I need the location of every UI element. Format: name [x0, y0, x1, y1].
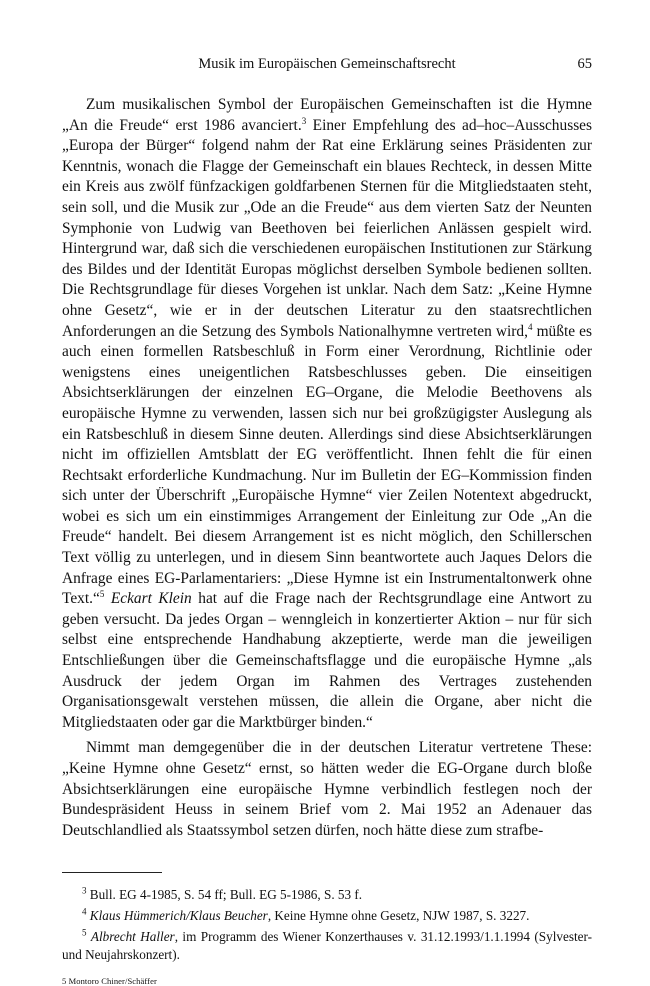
page [62, 56, 592, 986]
footnote-4 [62, 907, 592, 926]
footnote-text: Bull. EG 4-1985, S. 54 ff; Bull. EG 5-1986, S. 53 f. [86, 887, 363, 903]
paragraph-1-part-3: müßte es auch einen formellen Ratsbeschluß in Form einer Verordnung, Richtlinie oder wenigstens eines uneigentlichen Ratsbeschlusses geben. Die einseitigen Absichtserklärungen der einzelnen EG–Organe, die Melodie Beethovens als europäische Hymne zu verwenden, lassen sich nur bei großzügigster Auslegung als ein Ratsbeschluß in diesem Sinne deuten. Allerdings sind diese Absichtserklärungen nicht im offiziellen Amtsblatt der EG veröffentlicht. Ihnen fehlt die für einen Rechtsakt erforderliche Kundmachung. Nur im Bulletin der EG–Kommission finden sich unter der Überschrift „Europäische Hymne“ vier Zeilen Notentext abgedruckt, wobei es sich um ein einstimmiges Arrangement der Einleitung zur Ode „An die Freude“ handelt. Bei diesem Arrangement ist es nicht möglich, den Schillerschen Text völlig zu unterlegen, und in diesem Sinn beantwortete auch Jaques Delors die Anfrage eines EG-Parlamentariers: „Diese Hymne ist ein Instrumentaltonwerk ohne Text.“ [62, 322, 592, 608]
paragraph-1 [62, 95, 592, 733]
paragraph-1-part-4: hat auf die Frage nach der Rechtsgrundlage eine Antwort zu geben versucht. Da jedes Organ – wenngleich in konzertierter Aktion – nur für sich selbst eine entsprechende Handhabung akzeptierte, werde man die jeweiligen Entschließungen über die Gemeinschaftsflagge und die europäische Hymne „als Ausdruck der jedem Organ im Rahmen des Vertrages zustehenden Organisationsgewalt verstehen müssen, die allein die Organe, aber nicht die Mitgliedstaaten oder gar die Marktbürger binden.“ [62, 590, 592, 731]
printer-signature: 5 Montoro Chiner/Schäffer [62, 975, 157, 986]
footnote-authors: Albrecht Haller [90, 928, 175, 944]
footnote-ref-5[interactable]: 5 [99, 589, 105, 600]
paragraph-2: Nimmt man demgegenüber die in der deutschen Literatur vertretene These: „Keine Hymne ohne Gesetz“ ernst, so hätten weder die EG-Organe durch bloße Absichtserklärungen eine europäische Hymne verbindlich festlegen noch der Bundespräsident Heuss in seinem Brief vom 2. Mai 1952 an Adenauer das Deutschlandlied als Staatssymbol setzen dürfen, noch hätte diese zum strafbe- [62, 739, 592, 839]
page-number: 65 [577, 56, 592, 72]
footnote-ref-3[interactable]: 3 [301, 115, 307, 126]
footnote-5 [62, 928, 592, 965]
footnote-rule [62, 872, 162, 873]
footnote-authors: Klaus Hümmerich/Klaus Beucher [89, 907, 268, 923]
author-name: Eckart Klein [110, 590, 192, 608]
running-title: Musik im Europäischen Gemeinschaftsrecht [198, 56, 456, 72]
footnotes [62, 886, 592, 964]
footnote-text: , Keine Hymne ohne Gesetz, NJW 1987, S. 3227. [267, 907, 530, 923]
paragraph-1-part-1: Zum musikalischen Symbol der Europäischen Gemeinschaften ist die Hymne „An die Freude“ erst 1986 avanciert. [62, 96, 592, 134]
footnote-number: 5 [82, 927, 87, 938]
footnote-number: 3 [82, 885, 87, 896]
running-head [62, 56, 592, 78]
footnote-text: , im Programm des Wiener Konzerthauses v. 31.12.1993/1.1.1994 (Sylvester- und Neujahrskonzert). [62, 928, 592, 963]
paragraph-1-part-2: Einer Empfehlung des ad–hoc–Ausschusses „Europa der Bürger“ folgend nahm der Rat eine Erklärung seines Präsidenten zur Kenntnis, wonach die Flagge der Gemeinschaft ein blaues Rechteck, in dessen Mitte ein Kreis aus zwölf fünfzackigen goldfarbenen Sternen für die Mitgliedstaaten steht, sein soll, und die Musik zur „Ode an die Freude“ aus dem vierten Satz der Neunten Symphonie von Ludwig van Beethoven bei feierlichen Anlässen gespielt wird. Hintergrund war, daß sich die verschiedenen europäischen Institutionen zur Stärkung des Bildes und der Identität Europas möglichst derselben Symbole bedienen sollten. Die Rechtsgrundlage für dieses Vorgehen ist unklar. Nach dem Satz: „Keine Hymne ohne Gesetz“, wie er in der deutschen Literatur zu den staatsrechtlichen Anforderungen an die Setzung des Symbols Nationalhymne vertreten wird, [62, 116, 593, 340]
footnote-3 [62, 886, 592, 905]
body-text [62, 95, 592, 841]
footnote-number: 4 [82, 906, 87, 917]
footnote-ref-4[interactable]: 4 [527, 321, 533, 332]
